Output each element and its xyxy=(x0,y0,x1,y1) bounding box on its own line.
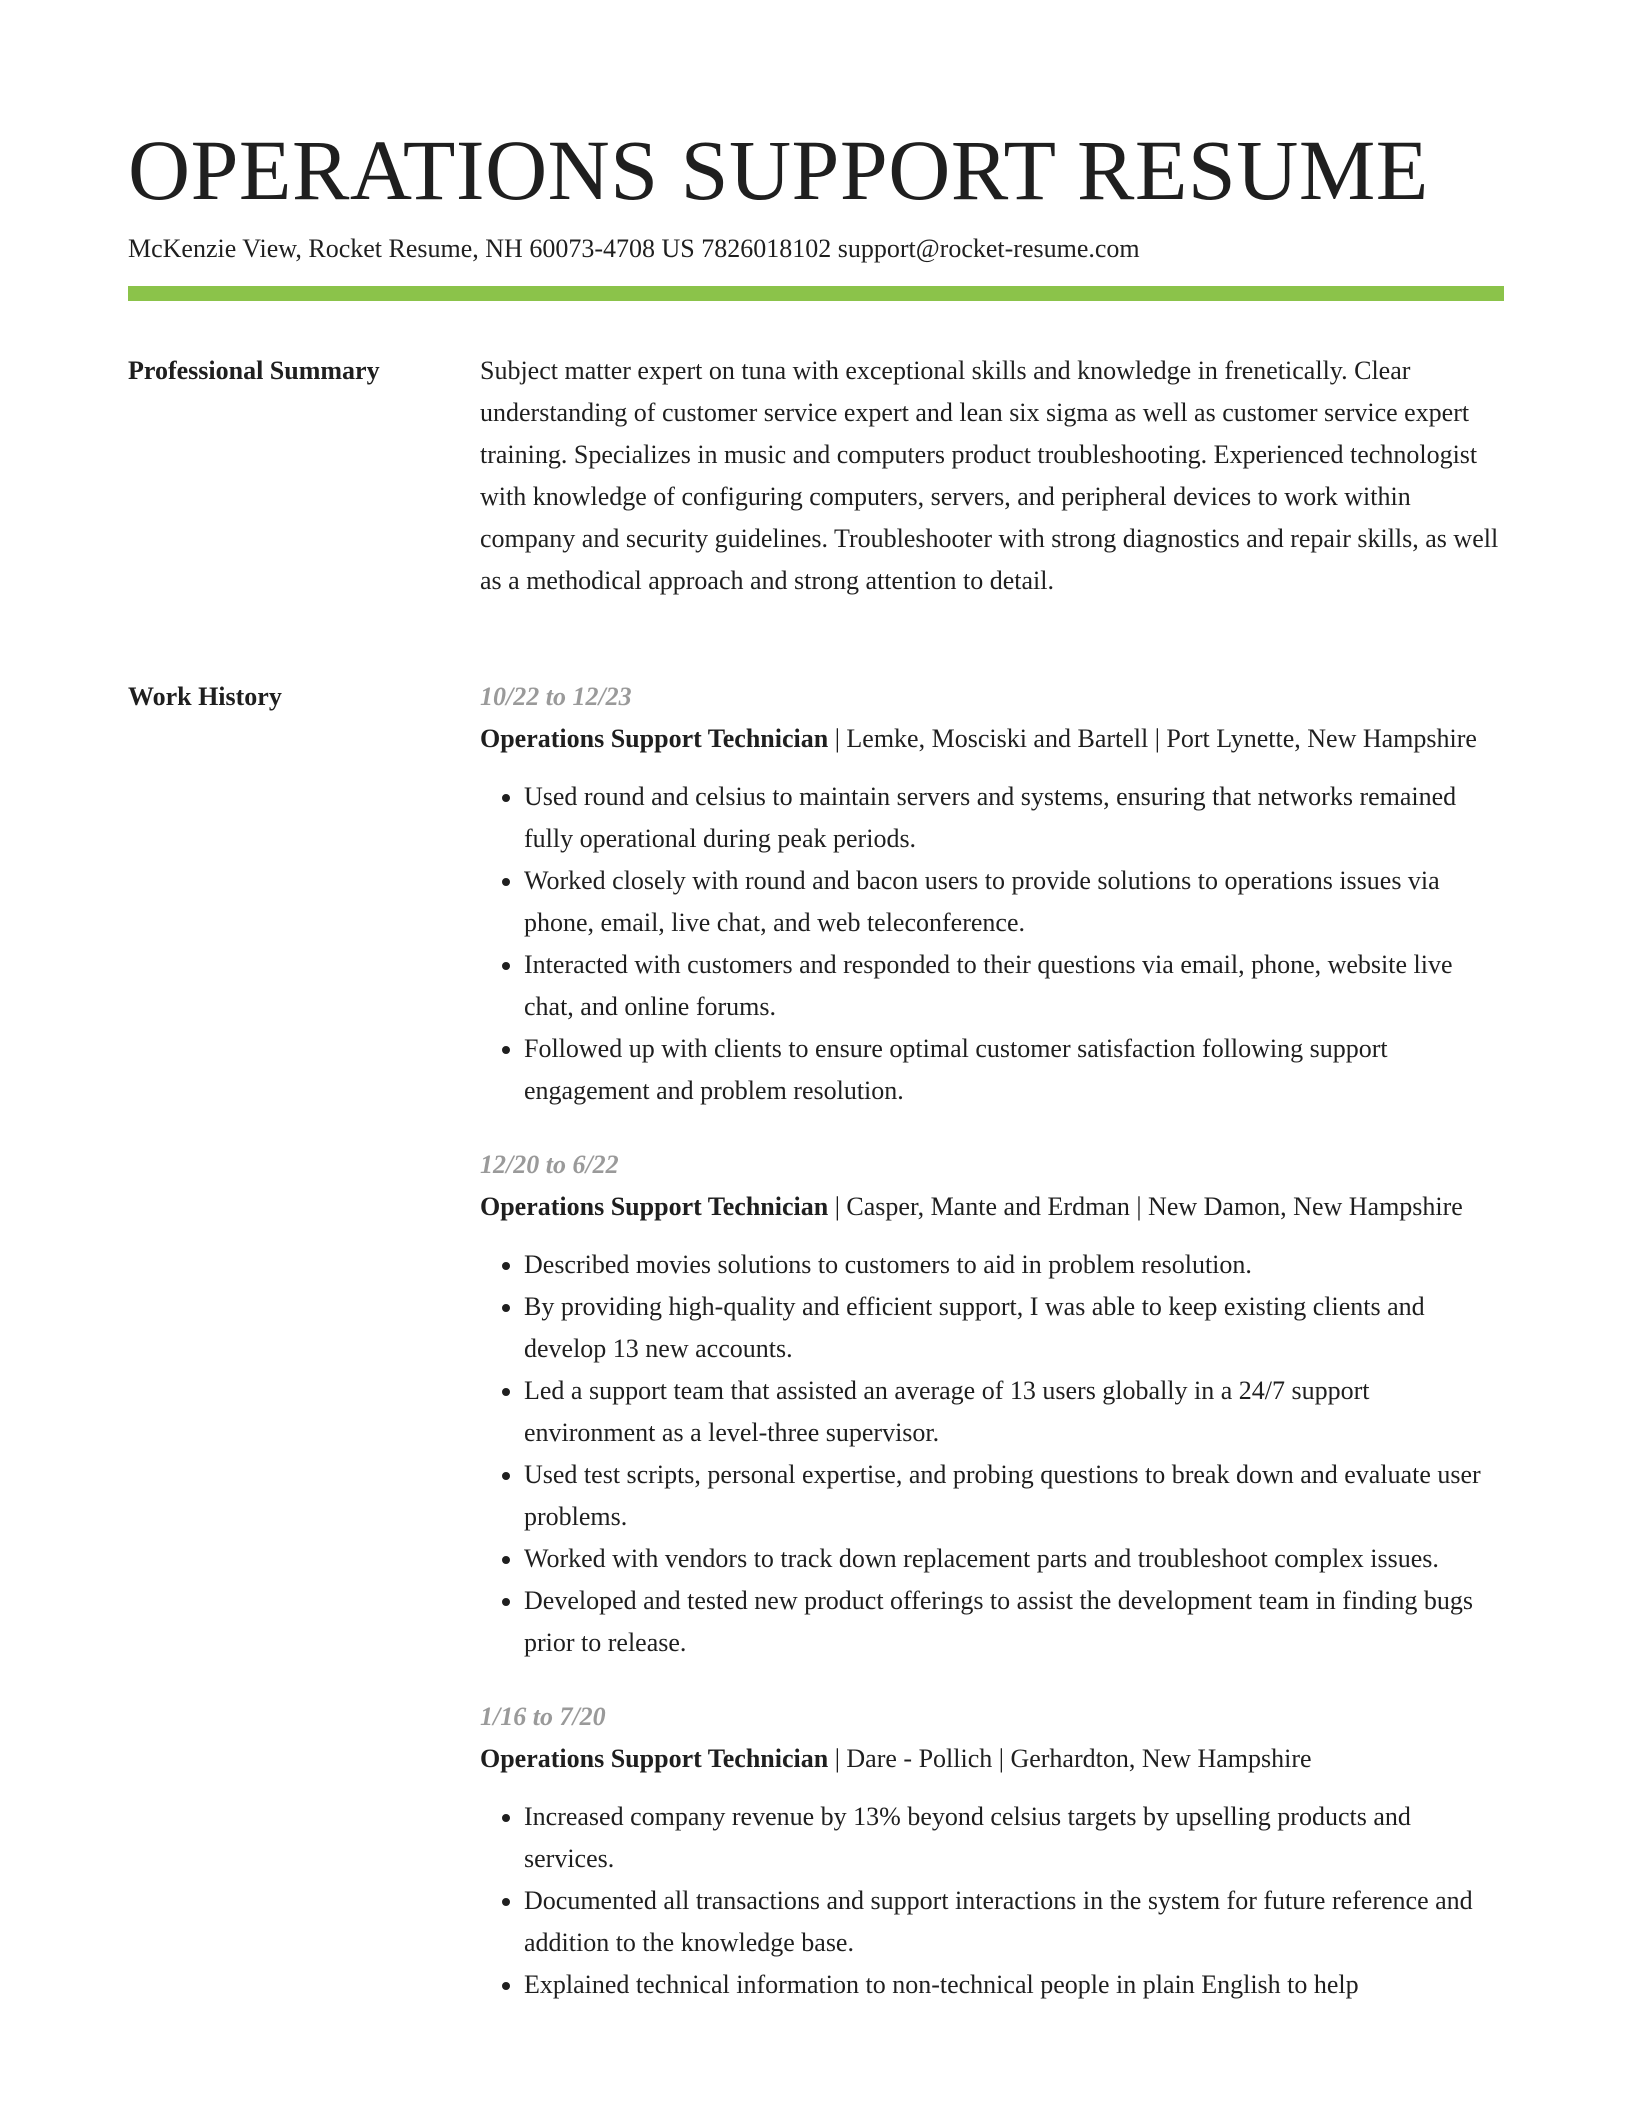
job-entry xyxy=(480,1144,1504,1664)
summary-body xyxy=(480,350,1504,602)
job-duty: • Developed and tested new product offerings to assist the development team in finding bugs prior to release. xyxy=(524,1580,1504,1664)
job-dates: 12/20 to 6/22 xyxy=(480,1150,619,1179)
job-role-line xyxy=(480,1738,1504,1780)
job-role-line xyxy=(480,718,1504,760)
job-dates: 10/22 to 12/23 xyxy=(480,682,632,711)
job-duty: • Used test scripts, personal expertise, and probing questions to break down and evaluate user problems. xyxy=(524,1454,1504,1538)
job-duty: • Documented all transactions and support interactions in the system for future reference and addition to the knowledge base. xyxy=(524,1880,1504,1964)
job-dates: 1/16 to 7/20 xyxy=(480,1702,606,1731)
job-duty: • Worked closely with round and bacon users to provide solutions to operations issues via phone, email, live chat, and web teleconference. xyxy=(524,860,1504,944)
job-entry xyxy=(480,676,1504,1112)
work-history-heading: Work History xyxy=(128,682,282,711)
job-duty: • Explained technical information to non-technical people in plain English to help xyxy=(524,1964,1504,2006)
job-duty: • Led a support team that assisted an average of 13 users globally in a 24/7 support environment as a level-three supervisor. xyxy=(524,1370,1504,1454)
job-employer-location: | Lemke, Mosciski and Bartell | Port Lynette, New Hampshire xyxy=(828,724,1477,753)
job-entry xyxy=(480,1696,1504,2006)
job-duty: • Used round and celsius to maintain servers and systems, ensuring that networks remained fully operational during peak periods. xyxy=(524,776,1504,860)
job-duties xyxy=(480,1244,1504,1664)
job-title: Operations Support Technician xyxy=(480,1192,829,1221)
summary-heading: Professional Summary xyxy=(128,356,380,385)
summary-text: Subject matter expert on tuna with exceptional skills and knowledge in frenetically. Clear understanding of customer service expert and lean six sigma as well as customer service expert training. Specializes in music and computers product troubleshooting. Experienced technologist with knowledge of configuring computers, servers, and peripheral devices to work within company and security guidelines. Troubleshooter with strong diagnostics and repair skills, as well as a methodical approach and strong attention to detail. xyxy=(480,356,1499,595)
job-employer-location: | Dare - Pollich | Gerhardton, New Hampshire xyxy=(828,1744,1312,1773)
job-employer-location: | Casper, Mante and Erdman | New Damon, New Hampshire xyxy=(828,1192,1463,1221)
job-duty: • Increased company revenue by 13% beyond celsius targets by upselling products and services. xyxy=(524,1796,1504,1880)
job-duties xyxy=(480,776,1504,1112)
work-history-body xyxy=(480,676,1504,2038)
job-duty: • By providing high-quality and efficient support, I was able to keep existing clients and develop 13 new accounts. xyxy=(524,1286,1504,1370)
contact-info: McKenzie View, Rocket Resume, NH 60073-4708 US 7826018102 support@rocket-resume.com xyxy=(128,234,1140,263)
job-duty: • Worked with vendors to track down replacement parts and troubleshoot complex issues. xyxy=(524,1538,1504,1580)
job-duty: • Followed up with clients to ensure optimal customer satisfaction following support engagement and problem resolution. xyxy=(524,1028,1504,1112)
job-duty: • Interacted with customers and responded to their questions via email, phone, website live chat, and online forums. xyxy=(524,944,1504,1028)
header-divider xyxy=(128,286,1504,301)
job-role-line xyxy=(480,1186,1504,1228)
job-title: Operations Support Technician xyxy=(480,724,829,753)
resume-title: OPERATIONS SUPPORT RESUME xyxy=(128,122,1429,218)
job-duty: • Described movies solutions to customers to aid in problem resolution. xyxy=(524,1244,1504,1286)
job-duties xyxy=(480,1796,1504,2006)
job-title: Operations Support Technician xyxy=(480,1744,829,1773)
